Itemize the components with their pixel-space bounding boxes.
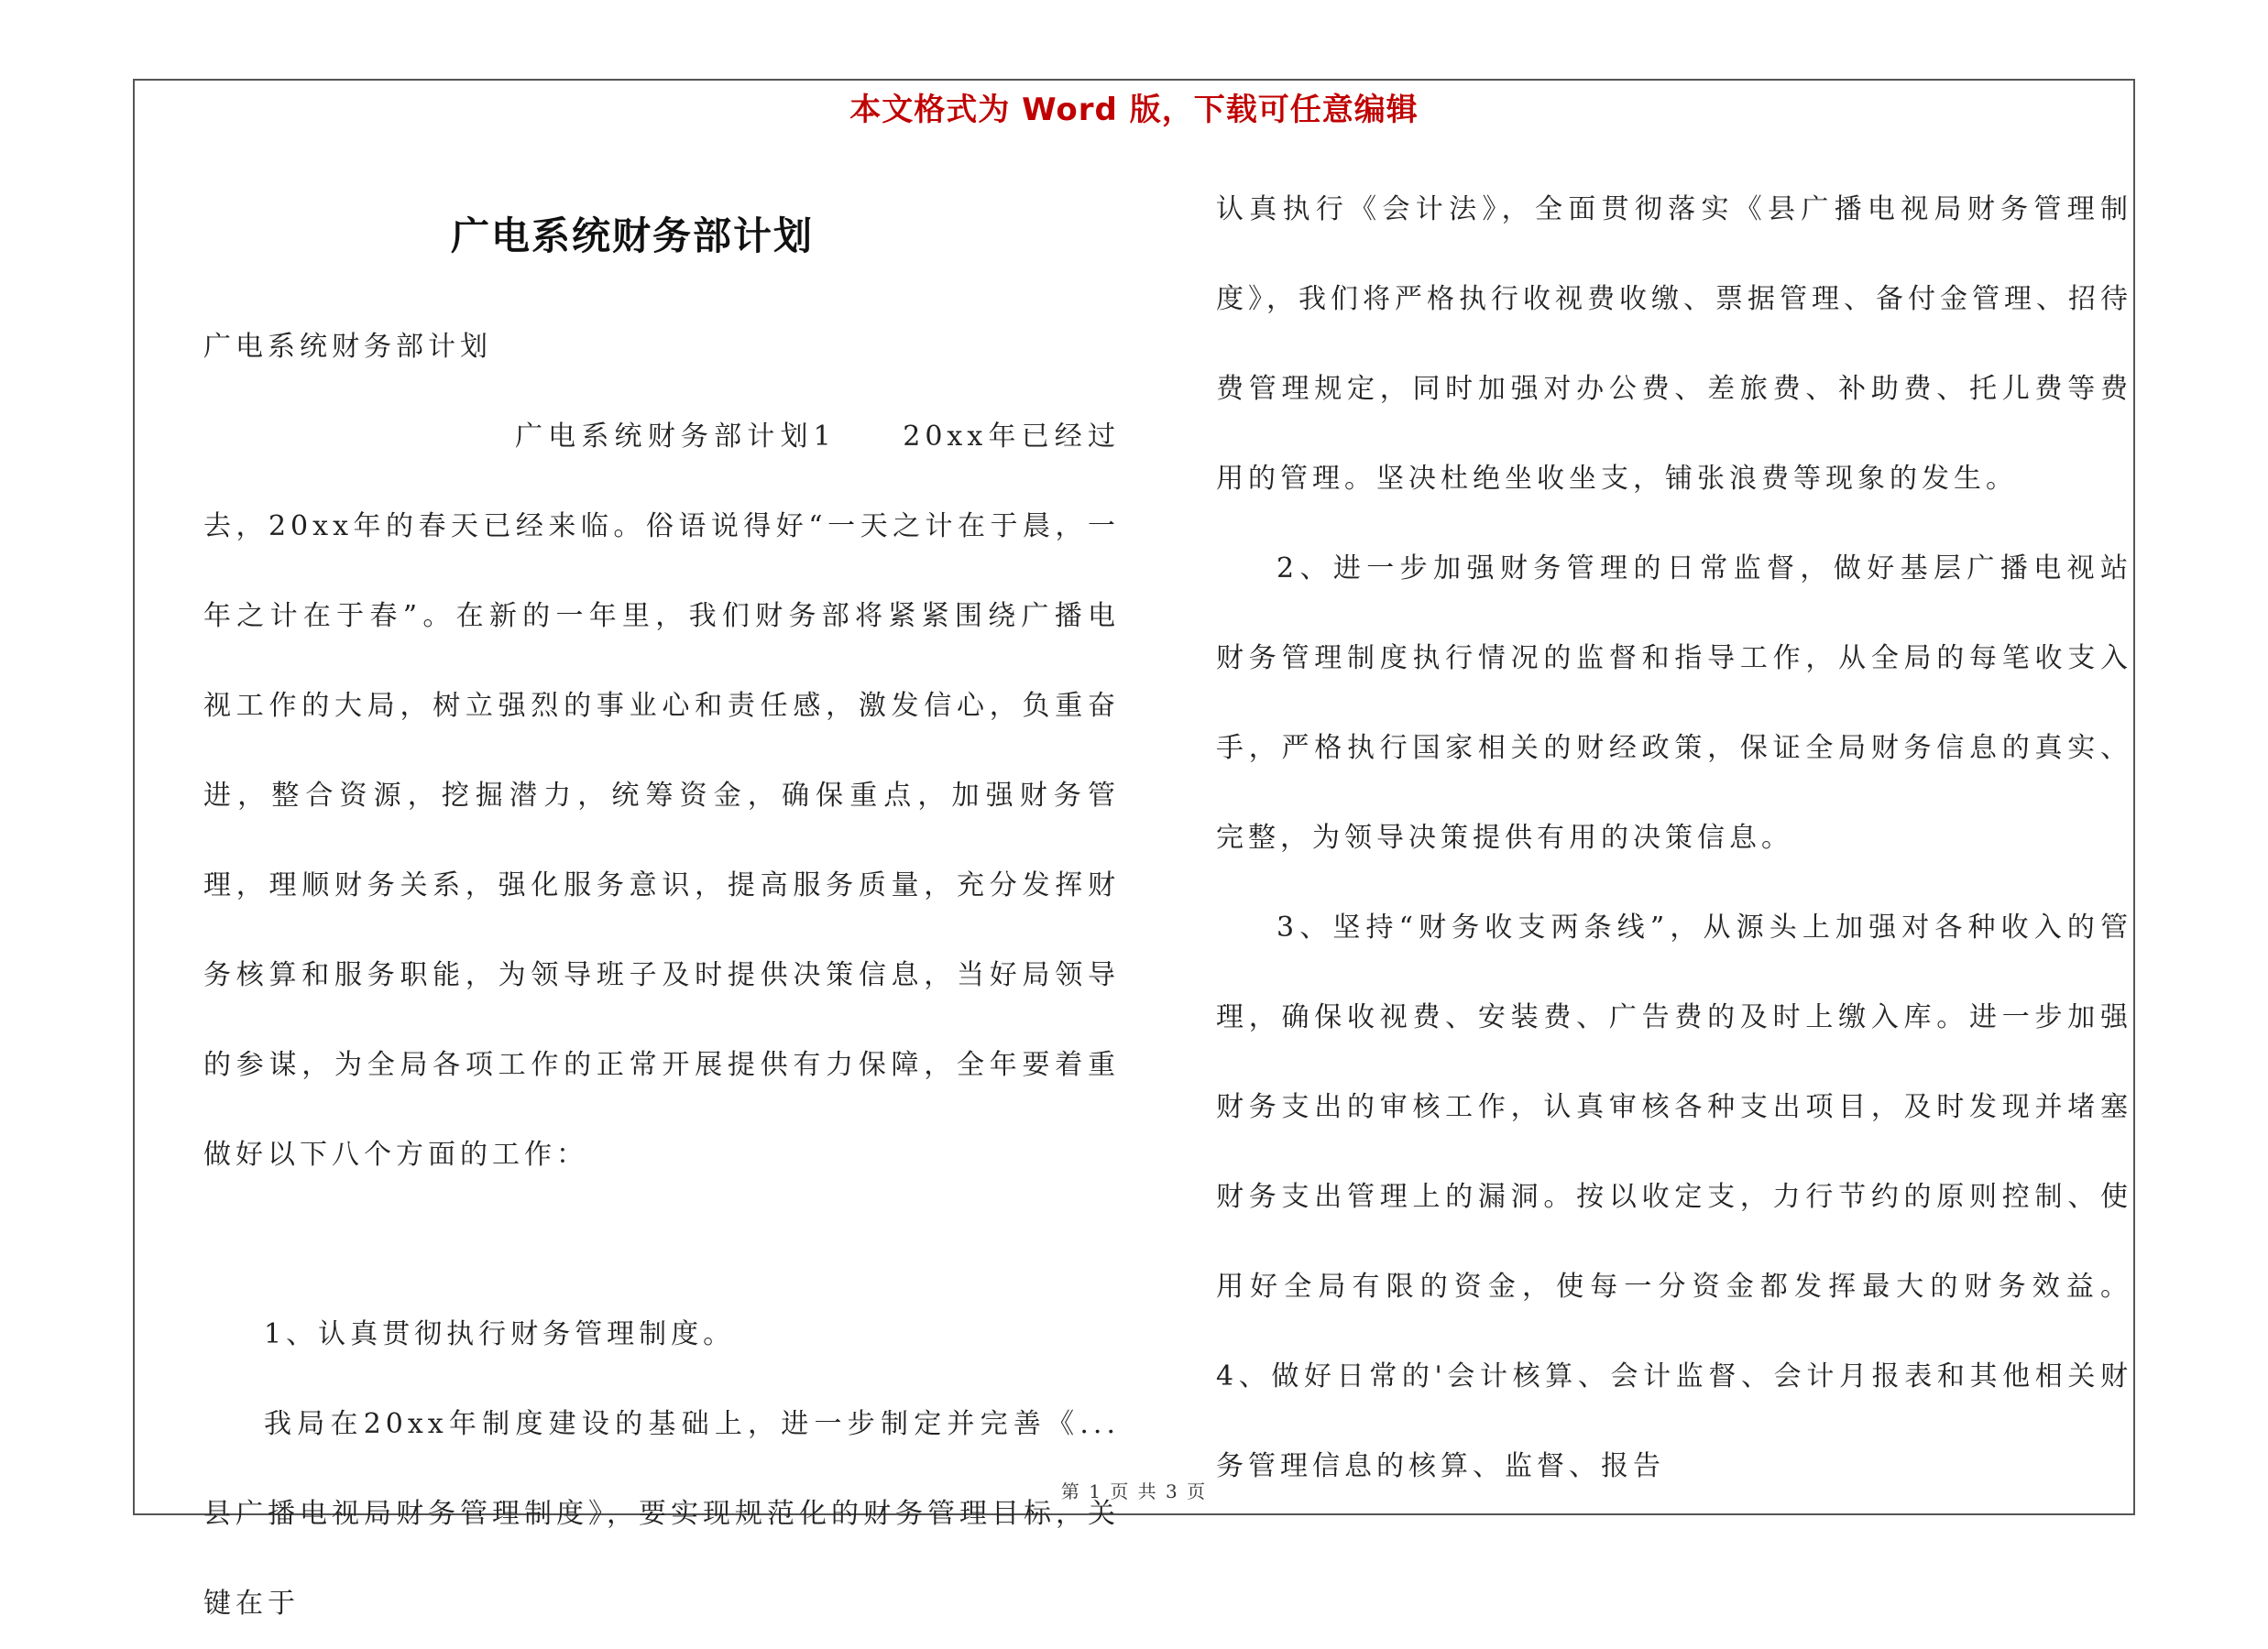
paragraph-gap bbox=[203, 1200, 1120, 1290]
format-banner: 本文格式为 Word 版，下载可任意编辑 bbox=[849, 92, 1419, 128]
document-title: 广电系统财务部计划 bbox=[450, 213, 814, 258]
intro-paragraph: 广电系统财务部计划1 20xx年已经过去，20xx年的春天已经来临。俗语说得好“一天之计在于晨，一年之计在于春”。在新的一年里，我们财务部将紧紧围绕广播电视工作的大局，树立强烈的事业心和责任感，激发信心，负重奋进，整合资源，挖掘潜力，统筹资金，确保重点，加强财务管理，理顺财务关系，强化服务意识，提高服务质量，充分发挥财务核算和服务职能，为领导班子及时提供决策信息，当好局领导的参谋，为全局各项工作的正常开展提供有力保障，全年要着重做好以下八个方面的工作： bbox=[203, 420, 1120, 1171]
right-column bbox=[1216, 165, 2132, 1512]
item1-body: 我局在20xx年制度建设的基础上，进一步制定并完善《...县广播电视局财务管理制度》，要实现规范化的财务管理目标，关键在于 bbox=[203, 1408, 1120, 1620]
continued-paragraph: 认真执行《会计法》，全面贯彻落实《县广播电视局财务管理制度》，我们将严格执行收视费收缴、票据管理、备付金管理、招待费管理规定，同时加强对办公费、差旅费、补助费、托儿费等费用的管理。坚决杜绝坐收坐支，铺张浪费等现象的发生。 bbox=[1216, 193, 2132, 495]
page-number-footer: 第 1 页 共 3 页 bbox=[1060, 1480, 1208, 1502]
item2-paragraph: 2、进一步加强财务管理的日常监督，做好基层广播电视站财务管理制度执行情况的监督和指导工作，从全局的每笔收支入手，严格执行国家相关的财经政策，保证全局财务信息的真实、完整，为领导决策提供有用的决策信息。 bbox=[1216, 552, 2132, 854]
item1-heading: 1、认真贯彻执行财务管理制度。 bbox=[264, 1318, 736, 1350]
item3-paragraph: 3、坚持“财务收支两条线”，从源头上加强对各种收入的管理，确保收视费、安装费、广告费的及时上缴入库。进一步加强财务支出的审核工作，认真审核各种支出项目，及时发现并堵塞财务支出管理上的漏洞。按以收定支，力行节约的原则控制、使用好全局有限的资金，使每一分资金都发挥最大的财务效益。4、做好日常的'会计核算、会计监督、会计月报表和其他相关财务管理信息的核算、监督、报告 bbox=[1216, 912, 2132, 1482]
left-column bbox=[203, 302, 1120, 1649]
document-subtitle: 广电系统财务部计划 bbox=[203, 331, 492, 363]
